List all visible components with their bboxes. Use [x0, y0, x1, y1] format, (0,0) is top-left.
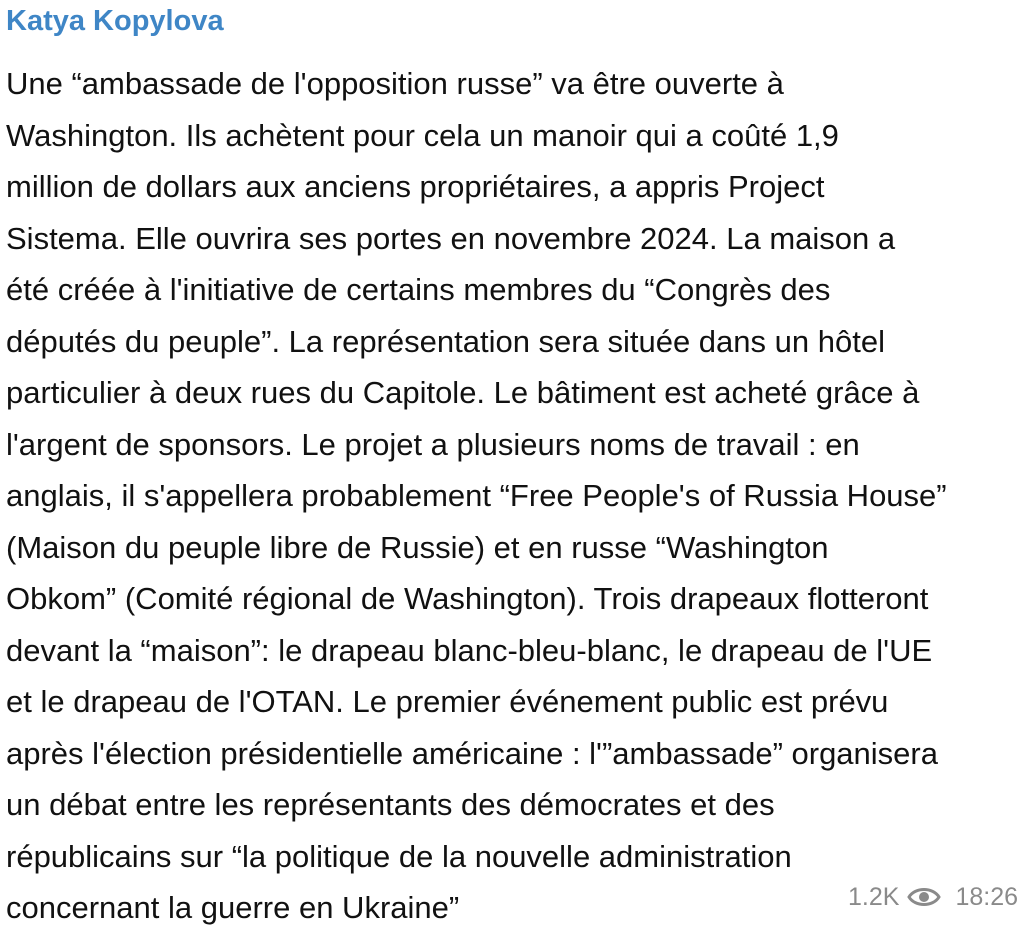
message-text [6, 58, 1016, 934]
message-line: républicains sur “la politique de la nouvelle administration [6, 838, 792, 874]
message-line: particulier à deux rues du Capitole. Le bâtiment est acheté grâce à [6, 375, 920, 410]
eye-icon [907, 885, 941, 909]
message-line: anglais, il s'appellera probablement “Free People's of Russia House” [6, 478, 947, 513]
message-line: un débat entre les représentants des démocrates et des [6, 787, 775, 822]
message-time: 18:26 [955, 882, 1018, 911]
message-line: (Maison du peuple libre de Russie) et en russe “Washington [6, 529, 829, 565]
message-line: concernant la guerre en Ukraine” [6, 890, 460, 925]
message-line: l'argent de sponsors. Le projet a plusieurs noms de travail : en [6, 426, 860, 462]
message-line: Obkom” (Comité régional de Washington). Trois drapeaux flotteront [6, 581, 929, 616]
message-line: Sistema. Elle ouvrira ses portes en novembre 2024. La maison a [6, 220, 896, 256]
author-name[interactable]: Katya Kopylova [6, 5, 224, 37]
message-line: devant la “maison”: le drapeau blanc-bleu-blanc, le drapeau de l'UE [6, 632, 933, 668]
message-line: et le drapeau de l'OTAN. Le premier événement public est prévu [6, 684, 889, 719]
message-line: million de dollars aux anciens propriétaires, a appris Project [6, 169, 825, 204]
message-line: après l'élection présidentielle américaine : l'”ambassade” organisera [6, 735, 938, 771]
message-line: Washington. Ils achètent pour cela un manoir qui a coûté 1,9 [6, 117, 839, 153]
message-line: Une “ambassade de l'opposition russe” va être ouverte à [6, 66, 784, 101]
message-line: députés du peuple”. La représentation sera située dans un hôtel [6, 323, 885, 359]
message-line: été créée à l'initiative de certains membres du “Congrès des [6, 272, 831, 307]
view-count: 1.2K [848, 882, 900, 911]
message-meta [848, 880, 1018, 914]
